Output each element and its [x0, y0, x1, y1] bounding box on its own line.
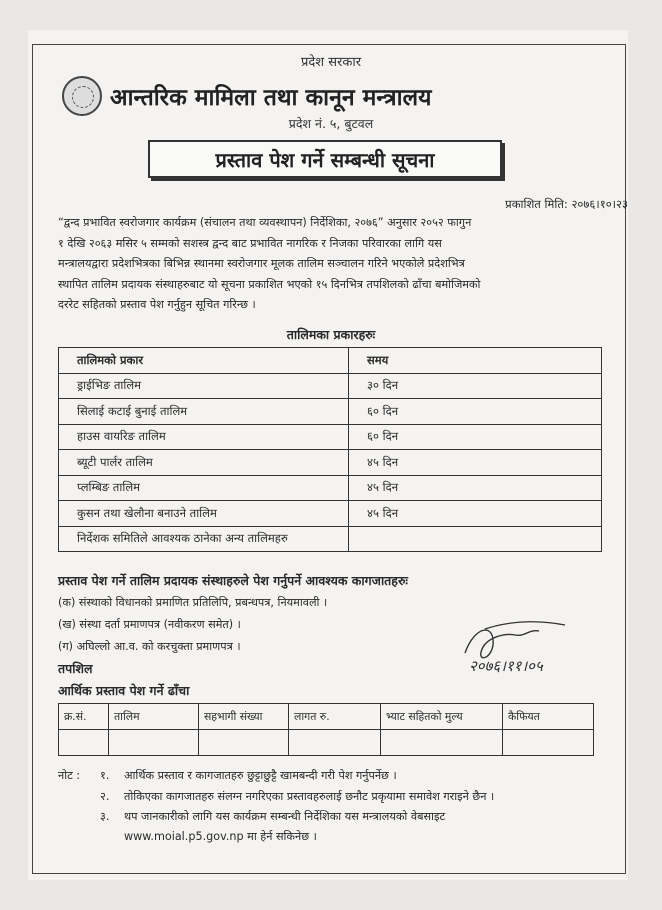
empty-cell: [503, 730, 594, 756]
signature: [455, 615, 585, 675]
header-price-with-vat: भ्याट सहितको मुल्य: [381, 704, 503, 730]
table-row: [59, 399, 602, 425]
header-serial: क्र.सं.: [59, 704, 109, 730]
training-name: ड्राईभिङ तालिम: [59, 373, 349, 399]
note-number: ३.: [100, 810, 110, 823]
document-item: (ग) अघिल्लो आ.व. को करचुक्ता प्रमाणपत्र ।: [58, 640, 241, 653]
note-label: नोट :: [58, 769, 81, 782]
financial-format-table: [58, 703, 594, 756]
training-name: प्लम्बिङ तालिम: [59, 475, 349, 501]
notice-body: [58, 213, 604, 316]
published-date: प्रकाशित मिति: २०७६।१०।२३: [505, 197, 628, 211]
training-name: कुसन तथा खेलौना बनाउने तालिम: [59, 501, 349, 527]
training-name: सिलाई कटाई बुनाई तालिम: [59, 399, 349, 425]
government-label: प्रदेश सरकार: [300, 55, 362, 70]
table-row: [59, 526, 602, 552]
training-types-caption: तालिमका प्रकारहरुः: [286, 327, 376, 342]
government-emblem-icon: [62, 76, 102, 116]
note-number: २.: [100, 790, 110, 803]
training-types-table: [58, 347, 602, 552]
required-documents-heading: प्रस्ताव पेश गर्ने तालिम प्रदायक संस्थाहरुले पेश गर्नुपर्ने आवश्यक कागजातहरुः: [58, 573, 408, 588]
note-number: १.: [100, 769, 110, 782]
training-name: हाउस वायरिङ तालिम: [59, 424, 349, 450]
table-row: [59, 450, 602, 476]
note-text: आर्थिक प्रस्ताव र कागजातहरु छुट्टाछुट्टै खामबन्दी गरी पेश गर्नुपर्नेछ ।: [124, 769, 397, 782]
header-cost: लागत रु.: [289, 704, 381, 730]
training-duration: ४५ दिन: [349, 501, 602, 527]
note-text: तोकिएका कागजातहरु संलग्न नगरिएका प्रस्तावहरुलाई छनौट प्रकृयामा समावेश गराइने छैन ।: [124, 790, 495, 803]
header-training: तालिम: [109, 704, 199, 730]
empty-cell: [289, 730, 381, 756]
body-line: मन्त्रालयद्वारा प्रदेशभित्रका बिभिन्न स्थानमा स्वरोजगार मूलक तालिम सञ्चालन गरिने भएकोले प्रदेशभित्र: [58, 257, 465, 270]
table-row: [59, 373, 602, 399]
training-name: ब्यूटी पार्लर तालिम: [59, 450, 349, 476]
training-duration: ४५ दिन: [349, 475, 602, 501]
training-duration: ६० दिन: [349, 424, 602, 450]
schedule-label: तपशिल: [58, 661, 93, 676]
training-name: निर्देशक समितिले आवश्यक ठानेका अन्य तालिमहरु: [59, 526, 349, 552]
training-duration: ४५ दिन: [349, 450, 602, 476]
empty-cell: [59, 730, 109, 756]
empty-cell: [199, 730, 289, 756]
header-duration: समय: [349, 348, 602, 374]
header-training-type: तालिमको प्रकार: [59, 348, 349, 374]
body-line: स्थापित तालिम प्रदायक संस्थाहरुबाट यो सूचना प्रकाशित भएको १५ दिनभित्र तपशिलको ढाँचा बमोजिमको: [58, 277, 481, 291]
document-item: (ख) संस्था दर्ता प्रमाणपत्र (नवीकरण समेत) ।: [58, 618, 241, 631]
empty-cell: [109, 730, 199, 756]
table-row: [59, 501, 602, 527]
header-remarks: कैफियत: [503, 704, 594, 730]
table-row: [59, 424, 602, 450]
body-line: १ देखि २०६३ मसिर ५ सम्मको सशस्त्र द्वन्द बाट प्रभावित नागरिक र निजका परिवारका लागि यस: [58, 236, 442, 250]
table-header-row: [59, 704, 594, 730]
body-line: दररेट सहितको प्रस्ताव पेश गर्नुहुन सूचित गरिन्छ ।: [58, 298, 256, 311]
document-item: (क) संस्थाको विधानको प्रमाणित प्रतिलिपि, प्रबन्धपत्र, नियमावली ।: [58, 596, 328, 609]
province-address: प्रदेश नं. ५, बुटवल: [288, 116, 374, 131]
financial-format-heading: आर्थिक प्रस्ताव पेश गर्ने ढाँचा: [58, 683, 190, 698]
training-duration: ६० दिन: [349, 399, 602, 425]
signature-date: २०७६।११।०५: [469, 657, 543, 675]
header-participants: सहभागी संख्या: [199, 704, 289, 730]
body-line: “द्वन्द प्रभावित स्वरोजगार कार्यक्रम (संचालन तथा व्यवस्थापन) निर्देशिका, २०७६” अनुसार २०५२ फागुन: [58, 216, 472, 229]
table-row: [59, 730, 594, 756]
table-header-row: [59, 348, 602, 374]
training-duration: ३० दिन: [349, 373, 602, 399]
training-duration: [349, 526, 602, 552]
empty-cell: [381, 730, 503, 756]
website-note: www.moial.p5.gov.np मा हेर्न सकिनेछ ।: [124, 830, 317, 843]
table-row: [59, 475, 602, 501]
ministry-title: आन्तरिक मामिला तथा कानून मन्त्रालय: [110, 85, 432, 111]
notice-title: प्रस्ताव पेश गर्ने सम्बन्धी सूचना: [148, 140, 502, 178]
note-text: थप जानकारीको लागि यस कार्यक्रम सम्बन्धी निर्देशिका यस मन्त्रालयको वेबसाइट: [124, 810, 446, 823]
